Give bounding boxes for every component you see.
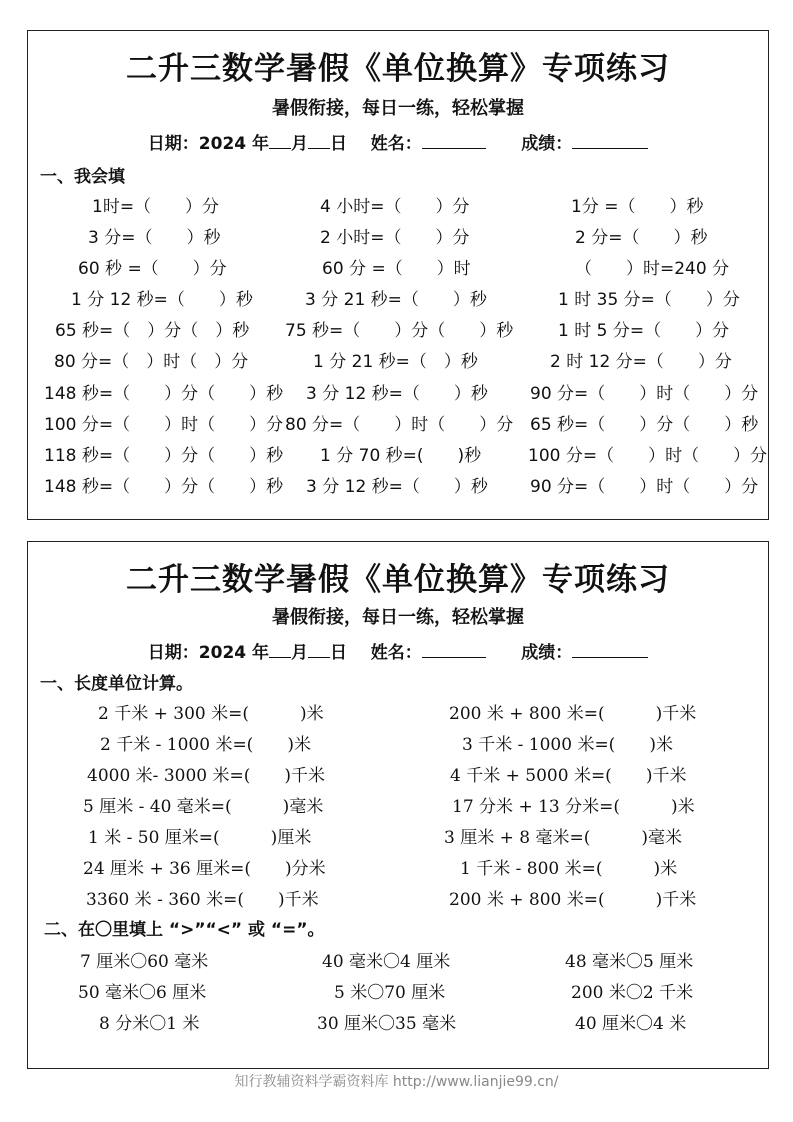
month-blank[interactable] [269,134,291,149]
question-item: 60 分 =（ ）时 [322,259,471,279]
day-blank[interactable] [308,134,330,149]
compare-item: 40 毫米〇4 厘米 [322,952,451,972]
name-label: 姓名： [370,643,422,663]
question-item: 80 分=（ ）时（ ）分 [285,415,514,435]
question-item: 1 时 5 分=（ ）分 [558,321,730,341]
question-item: 1 时 35 分=（ ）分 [558,290,740,310]
day-blank[interactable] [308,643,330,658]
compare-item: 30 厘米〇35 毫米 [317,1014,457,1034]
question-item: 1 分 21 秒=（ ）秒 [313,352,478,372]
worksheet-title: 二升三数学暑假《单位换算》专项练习 [126,562,670,598]
question-item: 17 分米 + 13 分米=( )米 [452,797,695,817]
question-item: 65 秒=（ ）分（ ）秒 [530,415,759,435]
question-item: 1 米 - 50 厘米=( )厘米 [88,828,312,848]
day-label: 日 [330,134,348,154]
question-item: 1时=（ ）分 [92,197,220,217]
compare-item: 5 米〇70 厘米 [334,983,446,1003]
month-label: 月 [291,643,309,663]
question-item: 90 分=（ ）时（ ）分 [530,477,759,497]
worksheet-1 [27,30,769,520]
compare-item: 7 厘米〇60 毫米 [80,952,209,972]
question-item: 65 秒=（ ）分（ ）秒 [55,321,250,341]
question-item: 100 分=（ ）时（ ）分 [528,446,768,466]
question-item: 80 分=（ ）时（ ）分 [54,352,249,372]
score-label: 成绩： [521,643,573,663]
question-item: 200 米 + 800 米=( )千米 [449,890,697,910]
info-line [28,638,768,663]
question-item: 3 千米 - 1000 米=( )米 [462,735,673,755]
compare-item: 40 厘米〇4 米 [575,1014,687,1034]
question-item: 60 秒 =（ ）分 [78,259,227,279]
question-item: 2 时 12 分=（ ）分 [550,352,732,372]
question-item: 3 分=（ ）秒 [88,228,221,248]
question-item: 4 千米 + 5000 米=( )千米 [450,766,687,786]
date-label: 日期：2024 年 [147,643,270,663]
question-item: 4 小时=（ ）分 [320,197,470,217]
worksheet-subtitle: 暑假衔接，每日一练，轻松掌握 [272,98,524,119]
question-item: 2 千米 - 1000 米=( )米 [100,735,311,755]
question-item: 3360 米 - 360 米=( )千米 [86,890,319,910]
question-item: 5 厘米 - 40 毫米=( )毫米 [83,797,324,817]
question-item: 200 米 + 800 米=( )千米 [449,704,697,724]
score-label: 成绩： [521,134,573,154]
section-title: 一、我会填 [40,167,125,187]
month-blank[interactable] [269,643,291,658]
question-item: 1 分 70 秒=( )秒 [320,446,482,466]
worksheet-2 [27,541,769,1069]
compare-item: 48 毫米〇5 厘米 [565,952,694,972]
question-item: 1 千米 - 800 米=( )米 [460,859,678,879]
worksheet-subtitle: 暑假衔接，每日一练，轻松掌握 [272,607,524,628]
info-line [28,129,768,154]
question-item: 3 分 12 秒=（ ）秒 [306,477,488,497]
footer-watermark: 知行教辅资料学霸资料库 http://www.lianjie99.cn/ [234,1074,559,1090]
question-item: 24 厘米 + 36 厘米=( )分米 [83,859,326,879]
question-item: 90 分=（ ）时（ ）分 [530,384,759,404]
question-item: 1 分 12 秒=（ ）秒 [71,290,253,310]
section-title: 二、在〇里填上 “>”“<” 或 “=”。 [44,920,325,940]
question-item: 3 分 12 秒=（ ）秒 [306,384,488,404]
compare-item: 8 分米〇1 米 [99,1014,200,1034]
question-item: 4000 米- 3000 米=( )千米 [87,766,325,786]
question-item: 100 分=（ ）时（ ）分 [44,415,284,435]
score-blank[interactable] [572,134,648,149]
date-label: 日期：2024 年 [147,134,270,154]
question-item: 118 秒=（ ）分（ ）秒 [44,446,284,466]
question-item: 3 厘米 + 8 毫米=( )毫米 [444,828,682,848]
question-item: 2 分=（ ）秒 [575,228,708,248]
question-item: 3 分 21 秒=（ ）秒 [305,290,487,310]
month-label: 月 [291,134,309,154]
compare-item: 50 毫米〇6 厘米 [78,983,207,1003]
question-item: 148 秒=（ ）分（ ）秒 [44,477,284,497]
score-blank[interactable] [572,643,648,658]
question-item: （ ）时=240 分 [575,259,730,279]
section-title: 一、长度单位计算。 [40,674,193,694]
day-label: 日 [330,643,348,663]
name-blank[interactable] [422,643,486,658]
compare-item: 200 米〇2 千米 [571,983,694,1003]
question-item: 75 秒=（ ）分（ ）秒 [285,321,514,341]
question-item: 1分 =（ ）秒 [571,197,704,217]
question-item: 2 千米 + 300 米=( )米 [98,704,324,724]
name-blank[interactable] [422,134,486,149]
worksheet-title: 二升三数学暑假《单位换算》专项练习 [126,51,670,87]
question-item: 148 秒=（ ）分（ ）秒 [44,384,284,404]
name-label: 姓名： [370,134,422,154]
question-item: 2 小时=（ ）分 [320,228,470,248]
